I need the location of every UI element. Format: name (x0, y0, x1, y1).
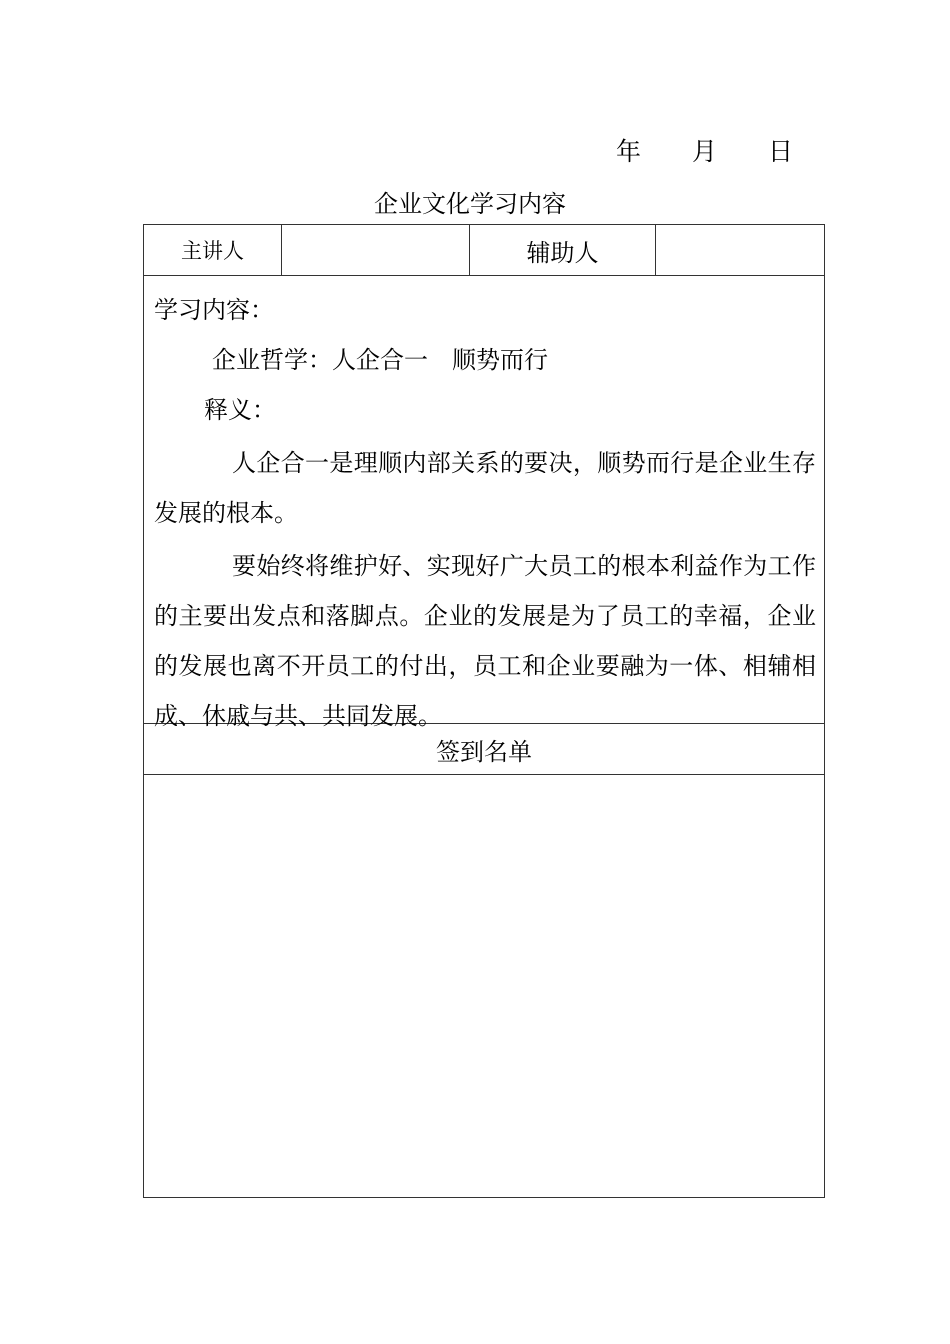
content-heading: 学习内容： (154, 296, 274, 324)
speaker-label: 主讲人 (144, 225, 282, 275)
header-row (144, 225, 824, 276)
explanation-paragraph-1: 人企合一是理顺内部关系的要决，顺势而行是企业生存发展的根本。 (154, 449, 816, 527)
form-table (143, 224, 825, 1198)
signin-area[interactable] (144, 775, 824, 1197)
assistant-field[interactable] (656, 225, 824, 275)
date-day: 日 (768, 137, 794, 166)
date-year: 年 (616, 137, 642, 166)
explanation-label: 释义： (204, 396, 276, 424)
date-line (616, 132, 793, 168)
philosophy-line: 企业哲学：人企合一 顺势而行 (212, 346, 548, 374)
assistant-label: 辅助人 (470, 225, 656, 275)
study-content-cell (144, 275, 824, 730)
speaker-field[interactable] (282, 225, 470, 275)
document-title: 企业文化学习内容 (374, 190, 566, 218)
date-month: 月 (692, 137, 718, 166)
signin-header: 签到名单 (144, 724, 824, 775)
explanation-paragraph-2: 要始终将维护好、实现好广大员工的根本利益作为工作的主要出发点和落脚点。企业的发展是为了员工的幸福，企业的发展也离不开员工的付出，员工和企业要融为一体、相辅相成、休戚与共、共同发展。 (154, 552, 816, 730)
